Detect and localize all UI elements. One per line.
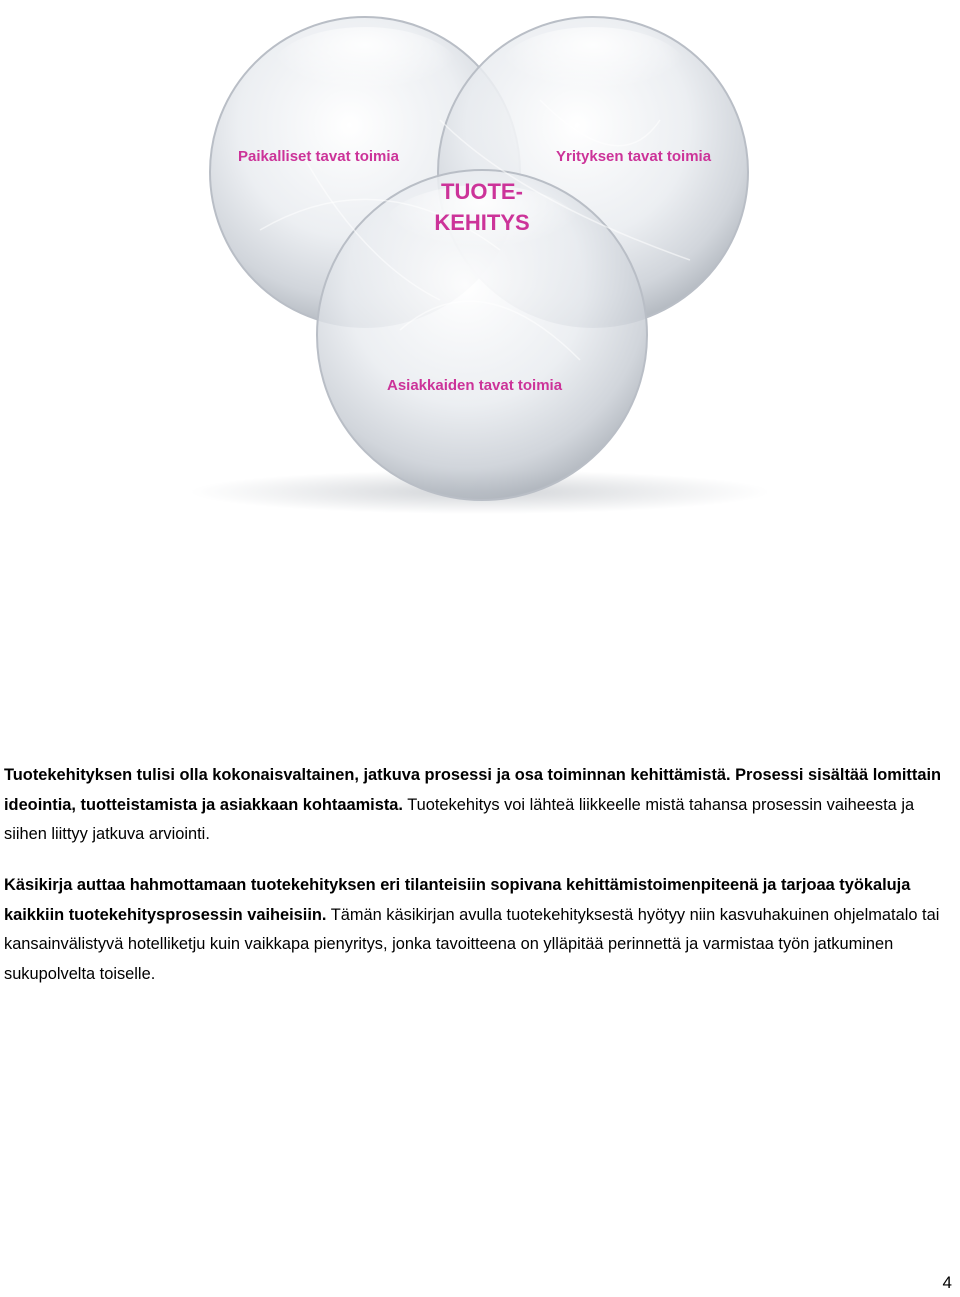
venn-diagram — [0, 0, 960, 520]
paragraph-handbook-normal: Tämän käsikirjan avulla tuotekehityksestä hyötyy niin kasvuhakuinen ohjelmatalo tai kansainvälistyvä hotelliketju kuin vaikkapa pienyritys, jonka tavoitteena on ylläpitää perinnettä ja varmistaa työn jatkuminen sukupolvelta toiselle. — [4, 905, 940, 983]
circle-label-local: Paikalliset tavat toimia — [238, 148, 399, 165]
center-label-line1: TUOTE- — [441, 179, 523, 204]
center-label-line2: KEHITYS — [434, 210, 530, 235]
paragraph-intro-normal: Tuotekehitys voi lähteä liikkeelle mistä tahansa prosessin vaiheesta ja siihen liittyy jatkuva arviointi. — [4, 795, 915, 843]
paragraph-intro-bold: Tuotekehityksen tulisi olla kokonaisvaltainen, jatkuva prosessi ja osa toiminnan kehittämistä. Prosessi sisältää lomittain ideointia, tuotteistamista ja asiakkaan kohtaamista. — [4, 766, 942, 814]
paragraph-intro — [4, 761, 949, 850]
paragraph-handbook-bold: Käsikirja auttaa hahmottamaan tuotekehityksen eri tilanteisiin sopivana kehittämistoimenpiteenä ja tarjoaa työkaluja kaikkiin tuotekehitysprosessin vaiheisiin. — [4, 876, 911, 924]
paragraph-handbook — [4, 871, 949, 989]
circle-label-customers: Asiakkaiden tavat toimia — [387, 377, 563, 394]
page-number: 4 — [942, 1273, 952, 1292]
circle-label-company: Yrityksen tavat toimia — [556, 148, 712, 165]
